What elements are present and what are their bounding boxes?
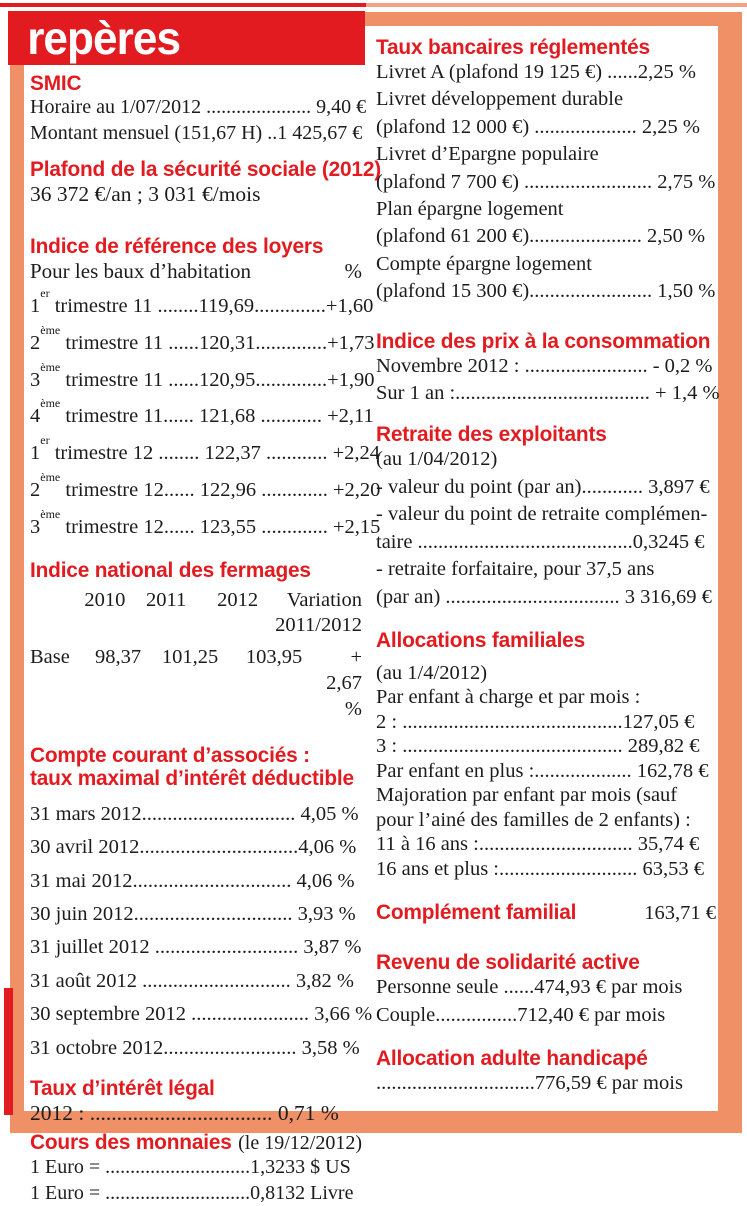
loyers-row: 2ème trimestre 11 ......120,31..............+1,73 xyxy=(30,322,375,354)
banner xyxy=(8,11,365,65)
fermages-year: 2010 xyxy=(84,588,126,611)
allocations-line: 11 à 16 ans :.............................. 35,74 € xyxy=(376,833,700,856)
retraite-line: - valeur du point (par an)............ 3,897 € xyxy=(376,475,710,498)
fermages-year: 2011 xyxy=(146,588,187,611)
heading-rsa: Revenu de solidarité active xyxy=(376,950,640,975)
loyers-row: 1er trimestre 11 ........119,69..............+1,60 xyxy=(30,286,374,317)
heading-smic: SMIC xyxy=(30,71,82,95)
compte-row: 31 juillet 2012 ............................ 3,87 % xyxy=(30,936,362,959)
taux-legal-line: 2012 : .................................. 0,71 % xyxy=(30,1101,339,1126)
allocations-line: 3 : ........................................... 289,82 € xyxy=(376,735,700,758)
prix-line: Sur 1 an :...................................... + 1,4 % xyxy=(376,382,720,405)
allocations-line: (au 1/4/2012) xyxy=(376,661,488,684)
heading-plafond-securite-sociale: Plafond de la sécurité sociale (2012) xyxy=(30,157,381,181)
loyers-intro-label: Pour les baux d’habitation xyxy=(30,259,252,283)
fermages-value-2012: 103,95 xyxy=(245,645,303,668)
heading-indice-prix: Indice des prix à la consommation xyxy=(376,328,711,353)
loyers-row: 1er trimestre 12 ........ 122,37 ............ +2,24 xyxy=(30,433,381,465)
heading-cours-monnaies: Cours des monnaies xyxy=(30,1130,232,1155)
compte-row: 30 septembre 2012 ....................... 3,66 % xyxy=(30,1003,373,1026)
top-rule-red xyxy=(0,3,366,7)
loyers-row: 3ème trimestre 12...... 123,55 ............. +2,15 xyxy=(30,506,381,538)
heading-compte-courant-2: taux maximal d’intérêt déductible xyxy=(30,765,354,790)
fermages-corner xyxy=(30,588,78,638)
loyers-row: 4ème trimestre 11...... 121,68 ............ +2,11 xyxy=(30,396,374,428)
compte-row: 31 octobre 2012.......................... 3,58 % xyxy=(30,1036,360,1059)
fermages-year: 2012 xyxy=(217,588,259,611)
compte-row: 30 avril 2012...............................4,06 % xyxy=(30,836,357,859)
loyers-intro-row xyxy=(30,258,362,285)
allocations-line: Par enfant à charge et par mois : xyxy=(376,686,641,709)
heading-compte-courant-1: Compte courant d’associés : xyxy=(30,742,310,767)
heading-fermages: Indice national des fermages xyxy=(30,557,311,582)
bancaires-line: (plafond 61 200 €)...................... 2,50 % xyxy=(376,225,706,248)
bancaires-line: (plafond 15 300 €)........................ 1,50 % xyxy=(376,280,716,303)
heading-allocations-familiales: Allocations familiales xyxy=(376,627,585,652)
heading-complement-familial: Complément familial xyxy=(376,900,577,925)
allocations-line: pour l’ainé des familles de 2 enfants) : xyxy=(376,808,691,831)
bancaires-line: Plan épargne logement xyxy=(376,198,564,221)
retraite-line: taire ..........................................0,3245 € xyxy=(376,530,705,553)
fermages-data-row xyxy=(30,644,362,722)
fermages-value-2011: 101,25 xyxy=(161,645,219,668)
fermages-variation-header: Variation 2011/2012 xyxy=(275,588,362,636)
page-title: repères xyxy=(27,12,181,64)
rsa-line: Couple................712,40 € par mois xyxy=(376,1003,666,1026)
top-rule-salmon xyxy=(366,3,747,7)
loyers-row: 2ème trimestre 12...... 122,96 ............. +2,20 xyxy=(30,470,381,501)
rsa-line: Personne seule ......474,93 € par mois xyxy=(376,976,683,999)
allocations-line: 16 ans et plus :........................... 63,53 € xyxy=(376,857,704,880)
heading-indice-loyers: Indice de référence des loyers xyxy=(30,234,324,258)
retraite-line: (par an) .................................. 3 316,69 € xyxy=(376,585,712,608)
left-red-strip xyxy=(4,988,13,1115)
heading-aah: Allocation adulte handicapé xyxy=(376,1046,648,1071)
loyers-row: 3ème trimestre 11 ......120,95..............+1,90 xyxy=(30,359,375,391)
smic-line: Montant mensuel (151,67 H) ..1 425,67 € xyxy=(30,121,363,144)
bancaires-line: (plafond 7 700 €) ......................... 2,75 % xyxy=(376,170,716,193)
compte-row: 30 juin 2012............................... 3,93 % xyxy=(30,903,356,926)
retraite-line: - retraite forfaitaire, pour 37,5 ans xyxy=(376,558,655,581)
fermages-header-row xyxy=(30,588,362,638)
cours-monnaies-date: (le 19/12/2012) xyxy=(238,1132,362,1155)
cours-monnaies-row xyxy=(30,1131,362,1155)
smic-line: Horaire au 1/07/2012 ..................... 9,40 € xyxy=(30,96,367,118)
euro-usd-line: 1 Euro = .............................1,3233 $ US xyxy=(30,1156,351,1179)
bancaires-line: (plafond 12 000 €) .................... 2,25 % xyxy=(376,115,700,138)
allocations-line: Majoration par enfant par mois (sauf xyxy=(376,784,678,807)
fermages-value-2010: 98,37 xyxy=(94,645,142,668)
bancaires-line: Compte épargne logement xyxy=(376,252,592,275)
bancaires-line: Livret A (plafond 19 125 €) ......2,25 % xyxy=(376,61,696,83)
compte-row: 31 mai 2012............................... 4,06 % xyxy=(30,869,355,892)
allocations-line: Par enfant en plus :................... 162,78 € xyxy=(376,759,709,782)
heading-retraite-exploitants: Retraite des exploitants xyxy=(376,422,607,447)
retraite-line: - valeur du point de retraite complémen- xyxy=(376,503,708,526)
left-column xyxy=(30,71,381,1206)
bancaires-line: Livret développement durable xyxy=(376,88,624,111)
heading-taux-bancaires: Taux bancaires réglementés xyxy=(376,35,650,59)
complement-familial-row xyxy=(376,901,716,925)
prix-line: Novembre 2012 : ........................ - 0,2 % xyxy=(376,354,713,377)
compte-row: 31 août 2012 ............................. 3,82 % xyxy=(30,969,354,992)
retraite-line: (au 1/04/2012) xyxy=(376,448,498,471)
bancaires-line: Livret d’Epargne populaire xyxy=(376,143,599,166)
euro-livre-line: 1 Euro = .............................0,8132 Livre xyxy=(30,1181,354,1204)
fermages-base-label: Base xyxy=(30,645,70,668)
complement-familial-value: 163,71 € xyxy=(644,902,716,925)
heading-taux-interet-legal: Taux d’intérêt légal xyxy=(30,1076,215,1101)
aah-line: ...............................776,59 € par mois xyxy=(376,1072,683,1095)
fermages-variation-value: + 2,67 % xyxy=(326,645,362,720)
plafond-line: 36 372 €/an ; 3 031 €/mois xyxy=(30,182,261,206)
right-column xyxy=(376,35,720,1098)
loyers-unit: % xyxy=(344,259,362,283)
compte-row: 31 mars 2012.............................. 4,05 % xyxy=(30,802,359,825)
allocations-line: 2 : ...........................................127,05 € xyxy=(376,710,695,733)
